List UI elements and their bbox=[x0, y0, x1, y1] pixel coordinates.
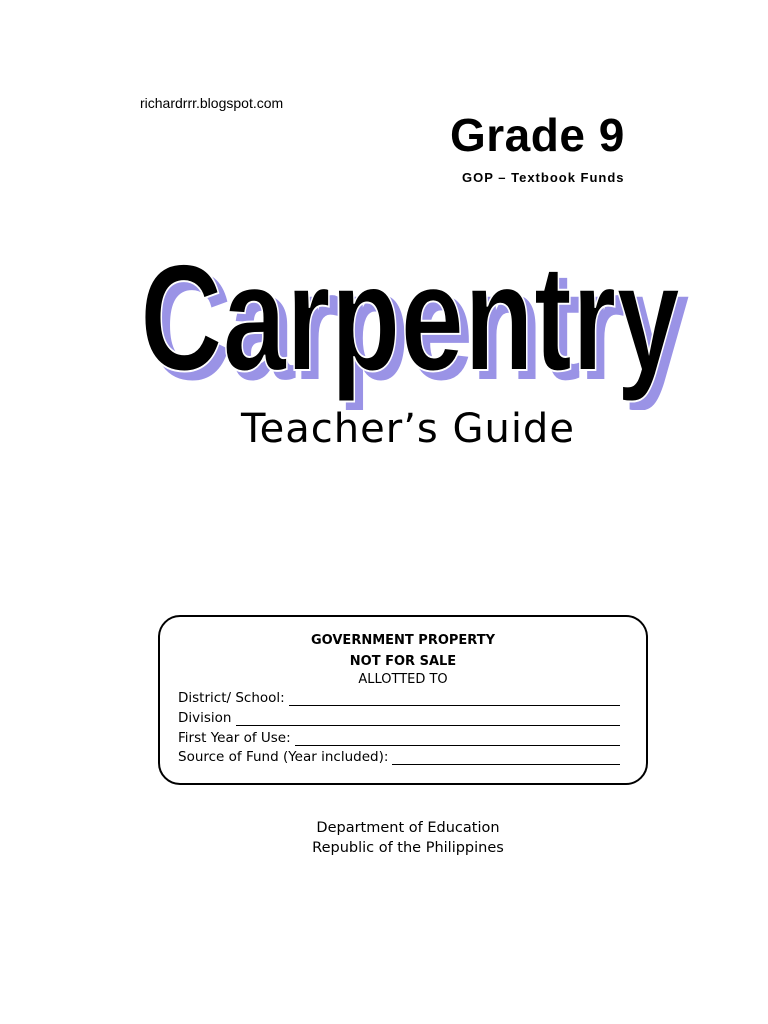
title-block bbox=[0, 250, 768, 410]
stamp-not-for-sale: NOT FOR SALE bbox=[349, 654, 457, 669]
stamp-allotted-to: ALLOTTED TO bbox=[358, 672, 448, 687]
title-main-text: Carpentry bbox=[140, 250, 680, 403]
blank-line bbox=[236, 713, 621, 726]
blank-line bbox=[289, 693, 620, 706]
government-property-stamp bbox=[158, 615, 648, 785]
grade-heading: Grade 9 bbox=[450, 109, 625, 161]
field-division bbox=[178, 710, 620, 726]
footer-republic: Republic of the Philippines bbox=[312, 840, 504, 856]
field-first-year-of-use bbox=[178, 730, 620, 746]
field-label: First Year of Use: bbox=[178, 730, 291, 746]
field-label: Division bbox=[178, 710, 232, 726]
blank-line bbox=[392, 752, 620, 765]
field-source-of-fund bbox=[178, 749, 620, 765]
field-label: Source of Fund (Year included): bbox=[178, 749, 389, 765]
funds-subheading: GOP – Textbook Funds bbox=[462, 170, 625, 185]
blog-url-text: richardrrr.blogspot.com bbox=[140, 95, 284, 111]
field-label: District/ School: bbox=[178, 690, 285, 706]
title-wordart bbox=[0, 250, 768, 410]
stamp-government-property: GOVERNMENT PROPERTY bbox=[311, 633, 495, 648]
footer-department: Department of Education bbox=[316, 820, 500, 836]
field-district-school bbox=[178, 690, 620, 706]
blank-line bbox=[295, 733, 620, 746]
title-shadow-text: Carpentry bbox=[148, 250, 688, 410]
teachers-guide-subtitle: Teacher’s Guide bbox=[241, 406, 575, 452]
